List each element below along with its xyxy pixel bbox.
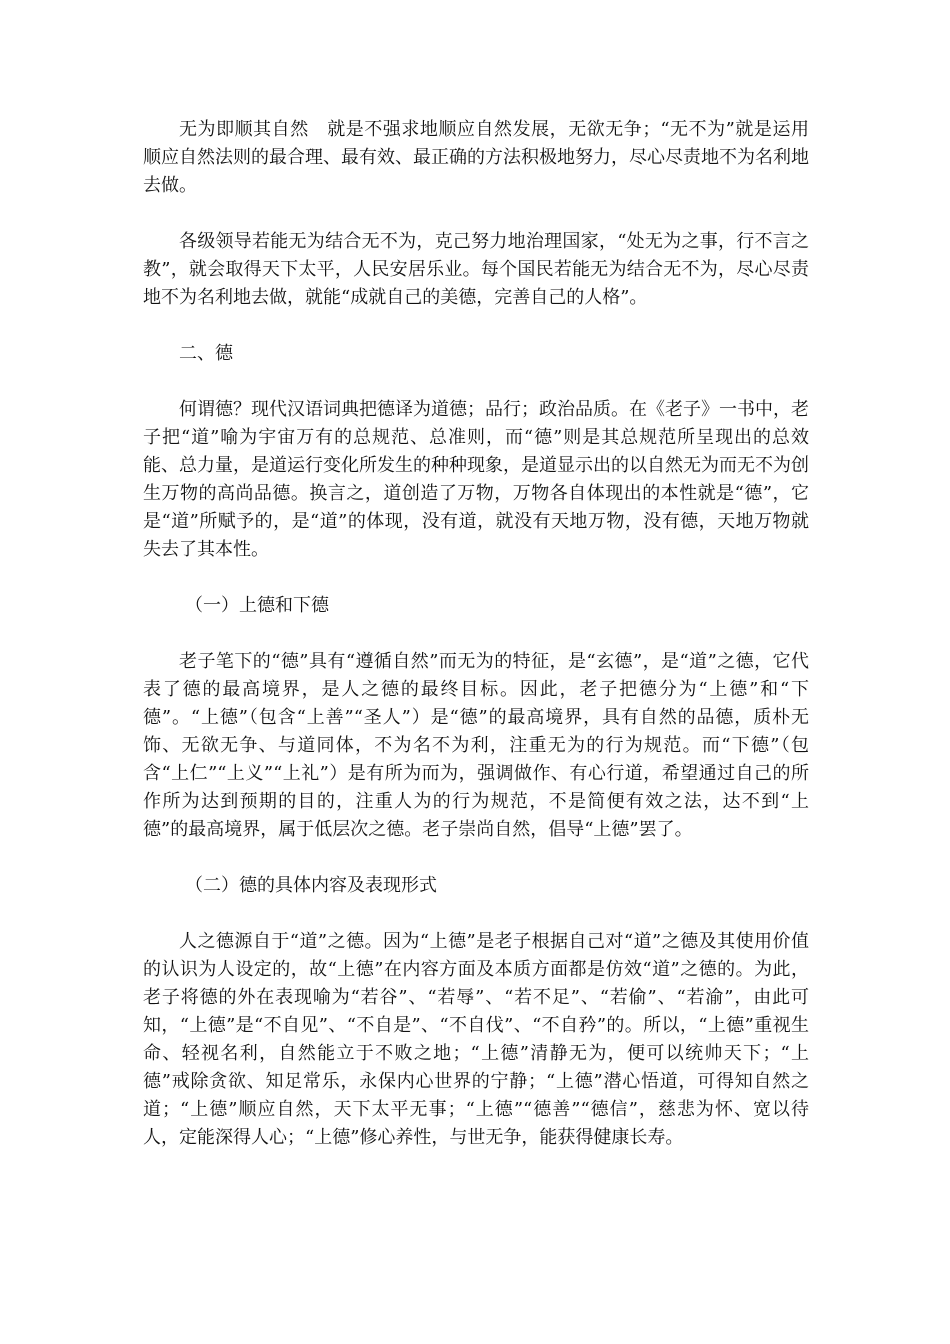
subsection-heading-de-content: （二）德的具体内容及表现形式: [185, 875, 437, 896]
document-body: [143, 116, 809, 1180]
paragraph-de-content: 人之德源自于“道”之德。因为“上德”是老子根据自己对“道”之德及其使用价值的认识为人设定的，故“上德”在内容方面及本质方面都是仿效“道”之德的。为此，老子将德的外在表现喻为“若谷”、“若辱”、“若不足”、“若偷”、“若渝”，由此可知，“上德”是“不自见”、“不自是”、“不自伐”、“不自矜”的。所以，“上德”重视生命、轻视名利，自然能立于不败之地；“上德”清静无为，便可以统帅天下；“上德”戒除贪欲、知足常乐，永保内心世界的宁静；“上德”潜心悟道，可得知自然之道；“上德”顺应自然，天下太平无事；“上德”“德善”“德信”，慈悲为怀、宽以待人，定能深得人心；“上德”修心养性，与世无争，能获得健康长寿。: [143, 931, 809, 1148]
section-heading-de: 二、德: [179, 343, 233, 364]
paragraph-what-is-de: 何谓德？现代汉语词典把德译为道德；品行；政治品质。在《老子》一书中，老子把“道”喻为宇宙万有的总规范、总准则，而“德”则是其总规范所呈现出的总效能、总力量，是道运行变化所发生的种种现象，是道显示出的以自然无为而无不为创生万物的高尚品德。换言之，道创造了万物，万物各自体现出的本性就是“德”，它是“道”所赋予的，是“道”的体现，没有道，就没有天地万物，没有德，天地万物就失去了其本性。: [143, 399, 809, 560]
paragraph-wuwei: 无为即顺其自然 就是不强求地顺应自然发展，无欲无争；“无不为”就是运用顺应自然法则的最合理、最有效、最正确的方法积极地努力，尽心尽责地不为名利地去做。: [143, 119, 809, 196]
paragraph-upper-lower-de: 老子笔下的“德”具有“遵循自然”而无为的特征，是“玄德”，是“道”之德，它代表了德的最高境界，是人之德的最终目标。因此，老子把德分为“上德”和“下德”。“上德”（包含“上善”“圣人”）是“德”的最高境界，具有自然的品德，质朴无饰、无欲无争、与道同体，不为名不为利，注重无为的行为规范。而“下德”（包含“上仁”“上义”“上礼”）是有所为而为，强调做作、有心行道，希望通过自己的所作所为达到预期的目的，注重人为的行为规范，不是简便有效之法，达不到“上德”的最高境界，属于低层次之德。老子崇尚自然，倡导“上德”罢了。: [143, 651, 809, 840]
subsection-heading-upper-lower-de: （一）上德和下德: [185, 595, 329, 616]
paragraph-leaders: 各级领导若能无为结合无不为，克己努力地治理国家，“处无为之事，行不言之教”，就会取得天下太平，人民安居乐业。每个国民若能无为结合无不为，尽心尽责地不为名利地去做，就能“成就自己的美德，完善自己的人格”。: [143, 231, 809, 308]
